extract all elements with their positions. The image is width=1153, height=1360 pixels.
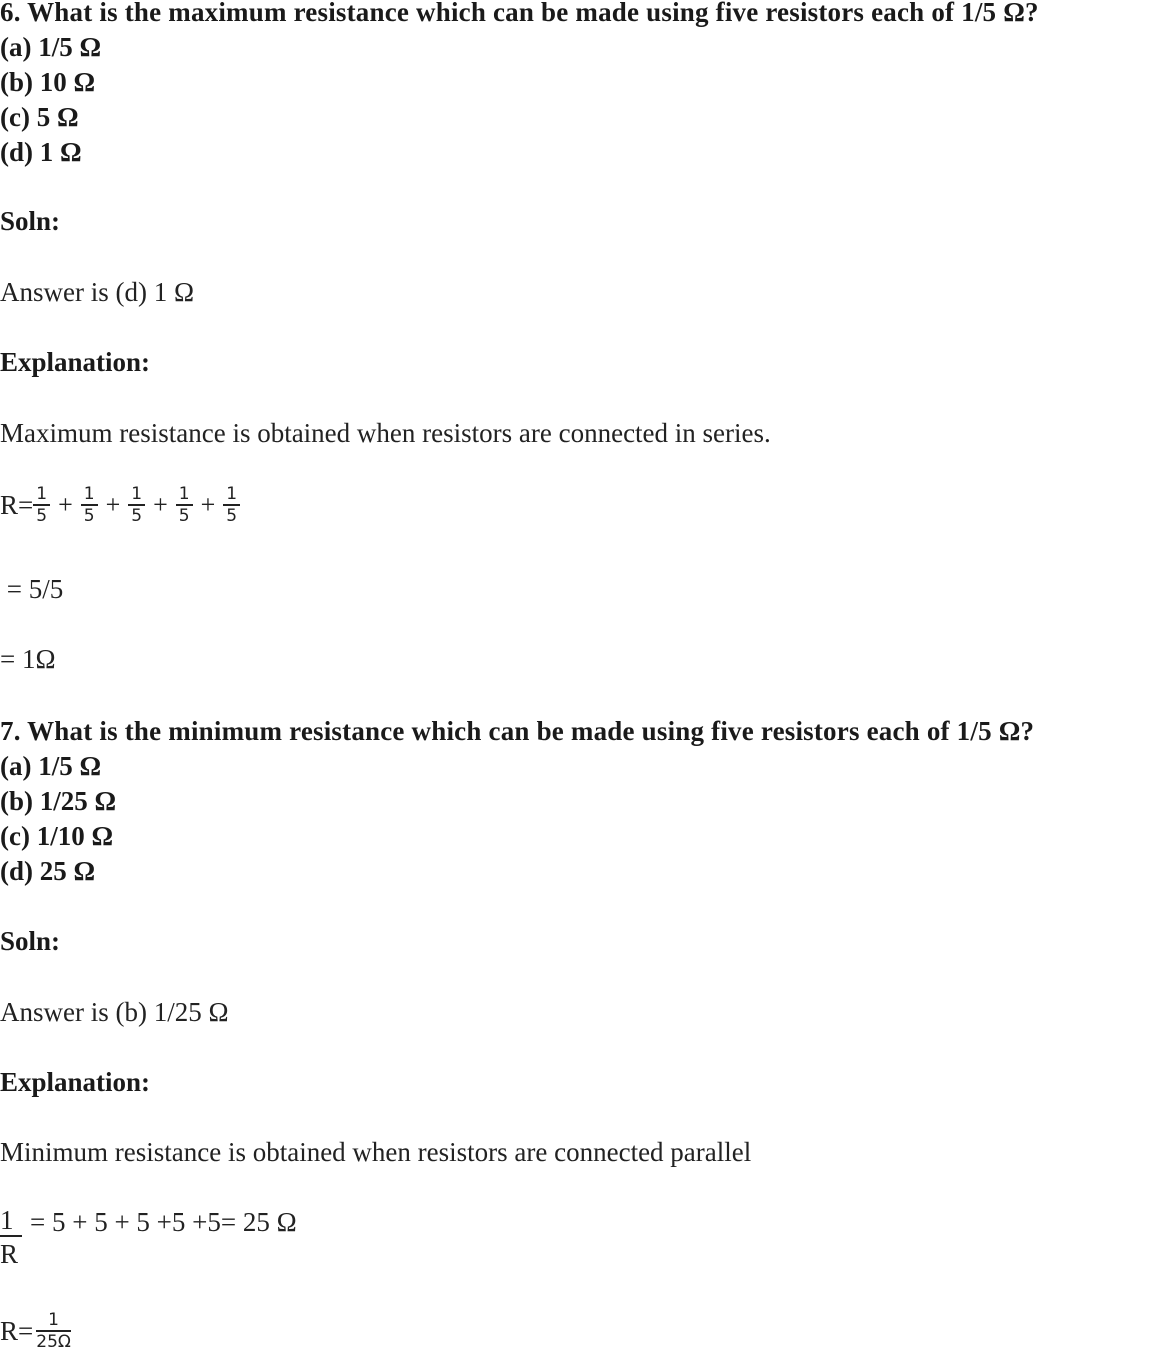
fraction: $\frac{1}{5}$ (81, 484, 98, 526)
fraction: $\frac{1}{5}$ (128, 484, 145, 526)
fraction: $\frac{1}{25\Omega}$ (36, 1310, 71, 1352)
plus-operator: + (58, 490, 73, 519)
plus-operator: + (105, 490, 121, 519)
question-6-answer: Answer is (d) 1 Ω (0, 277, 195, 307)
question-6-option-d: (d) 1 Ω (0, 137, 82, 167)
question-6-option-b: (b) 10 Ω (0, 67, 96, 97)
question-7-explanation: Minimum resistance is obtained when resistors are connected parallel (0, 1137, 752, 1167)
question-7-answer: Answer is (b) 1/25 Ω (0, 997, 229, 1027)
plus-operator: + (153, 490, 168, 519)
question-6-step-2: = 5/5 (0, 574, 64, 604)
question-7-reciprocal-sum: = 5 + 5 + 5 +5 +5= 25 Ω (30, 1207, 297, 1237)
equation-lhs: R= (0, 1315, 34, 1346)
question-6-explanation-label: Explanation: (0, 347, 151, 377)
question-6-option-a: (a) 1/5 Ω (0, 32, 102, 62)
fraction-denominator: R (0, 1239, 19, 1269)
fraction: $\frac{1}{5}$ (33, 484, 50, 526)
fraction: $\frac{1}{5}$ (223, 484, 240, 526)
plus-operator: + (200, 490, 216, 519)
question-6-option-c: (c) 5 Ω (0, 102, 79, 132)
question-7-option-c: (c) 1/10 Ω (0, 821, 114, 851)
question-6-soln-label: Soln: (0, 206, 61, 236)
question-6-explanation: Maximum resistance is obtained when resistors are connected in series. (0, 418, 771, 448)
question-7-reciprocal-fraction (0, 1205, 22, 1271)
fraction-numerator: 1 (0, 1205, 22, 1237)
question-7-title: 7. What is the minimum resistance which can be made using five resistors each of 1/5 Ω? (0, 716, 1035, 746)
question-7-soln-label: Soln: (0, 926, 61, 956)
fraction: $\frac{1}{5}$ (176, 484, 193, 526)
equation-lhs: R= (0, 489, 34, 520)
question-6-step-3: = 1Ω (0, 644, 56, 674)
question-6-series-equation (0, 484, 246, 526)
question-6-title: 6. What is the maximum resistance which can be made using five resistors each of 1/5 Ω? (0, 0, 1039, 27)
question-7-explanation-label: Explanation: (0, 1067, 151, 1097)
question-7-final-equation (0, 1310, 80, 1352)
question-7-option-d: (d) 25 Ω (0, 856, 96, 886)
question-7-option-b: (b) 1/25 Ω (0, 786, 117, 816)
question-7-option-a: (a) 1/5 Ω (0, 751, 102, 781)
